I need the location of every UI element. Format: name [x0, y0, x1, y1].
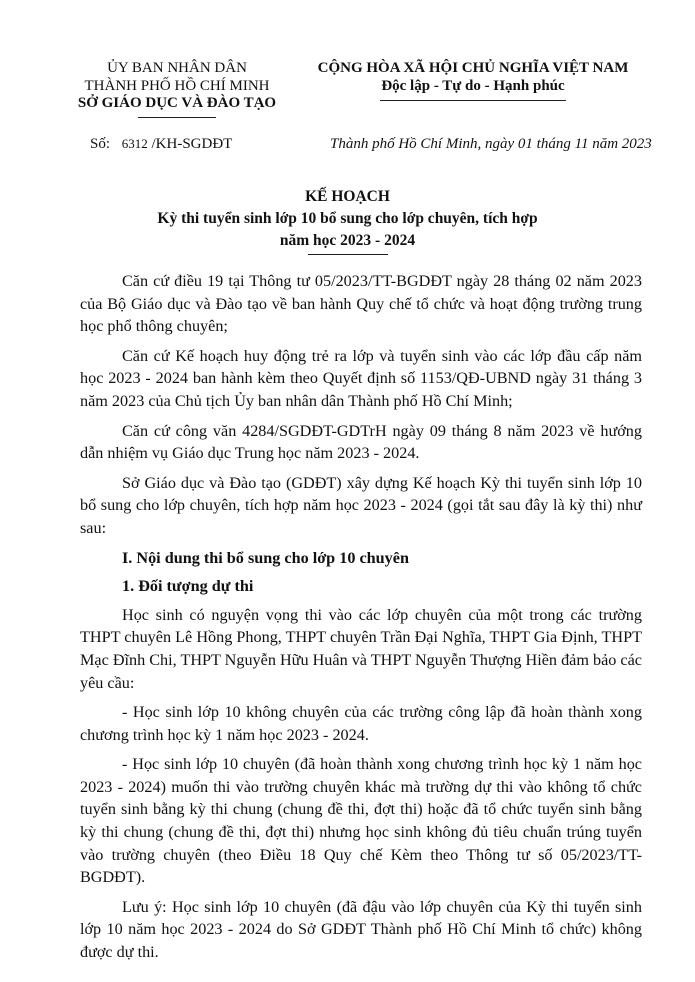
authority-line-2: THÀNH PHỐ HỒ CHÍ MINH [84, 77, 270, 94]
note-paragraph: Lưu ý: Học sinh lớp 10 chuyên (đã đậu vào lớp chuyên của Kỳ thi tuyển sinh lớp 10 năm học 2023 - 2024 do Sở GDĐT Thành phố Hồ Chí Minh tổ chức) không được dự thi. [80, 897, 642, 962]
doc-number-suffix: /KH-SGDĐT [151, 136, 233, 152]
intro-paragraph: Sở Giáo dục và Đào tạo (GDĐT) xây dựng Kế hoạch Kỳ thi tuyển sinh lớp 10 bổ sung cho lớp chuyên, tích hợp năm học 2023 - 2024 (gọi tắt sau đây là kỳ thi) như sau: [80, 473, 642, 537]
document-number [90, 136, 232, 153]
subsection-heading: 1. Đối tượng dự thi [122, 577, 254, 596]
document-body [80, 270, 642, 971]
date-line: Thành phố Hồ Chí Minh, ngày 01 tháng 11 năm 2023 [330, 136, 652, 152]
basis-paragraph-1: Căn cứ điều 19 tại Thông tư 05/2023/TT-BGDĐT ngày 28 tháng 02 năm 2023 của Bộ Giáo dục và Đào tạo về ban hành Quy chế tổ chức và hoạt động trường trung học phổ thông chuyên; [80, 272, 642, 336]
basis-paragraph-3: Căn cứ công văn 4284/SGDĐT-GDTrH ngày 09 tháng 8 năm 2023 về hướng dẫn nhiệm vụ Giáo dục Trung học năm 2023 - 2024. [80, 421, 642, 463]
doc-number-value: 6312 [121, 136, 148, 151]
motto-line-1: CỘNG HÒA XÃ HỘI CHỦ NGHĨA VIỆT NAM [317, 60, 629, 76]
authority-underline [138, 117, 216, 118]
authority-line-1: ỦY BAN NHÂN DÂN [107, 60, 247, 76]
eligibility-item-2: - Học sinh lớp 10 chuyên (đã hoàn thành xong chương trình học kỳ 1 năm học 2023 - 2024) muốn thi vào trường chuyên khác mà trường dự thi vào không tổ chức tuyển sinh bằng kỳ thi chung (chung đề thi, đợt thi) hoặc đã tổ chức tuyển sinh bằng kỳ thi chung (chung đề thi, đợt thi) nhưng học sinh không đủ tiêu chuẩn trúng tuyển vào trường chuyên (theo Điều 18 Quy chế Kèm theo Thông tư số 05/2023/TT-BGDĐT). [80, 755, 642, 887]
doc-number-prefix: Số: [90, 136, 111, 152]
issuing-authority [72, 60, 282, 113]
authority-line-3: SỞ GIÁO DỤC VÀ ĐÀO TẠO [77, 95, 277, 111]
motto-line-2: Độc lập - Tự do - Hạnh phúc [381, 77, 565, 94]
document-subject-line-2: năm học 2023 - 2024 [279, 232, 416, 249]
eligibility-paragraph: Học sinh có nguyện vọng thi vào các lớp chuyên của một trong các trường THPT chuyên Lê Hồng Phong, THPT chuyên Trần Đại Nghĩa, THPT Gia Định, THPT Mạc Đĩnh Chi, THPT Nguyễn Hữu Huân và THPT Nguyễn Thượng Hiền đảm bảo các yêu cầu: [80, 605, 642, 692]
title-underline [308, 254, 388, 255]
eligibility-item-1: - Học sinh lớp 10 không chuyên của các trường công lập đã hoàn thành xong chương trình học kỳ 1 năm học 2023 - 2024. [80, 703, 642, 744]
national-motto [283, 60, 663, 95]
motto-underline [380, 100, 566, 101]
basis-paragraph-2: Căn cứ Kế hoạch huy động trẻ ra lớp và tuyển sinh vào các lớp đầu cấp năm học 2023 - 2024 ban hành kèm theo Quyết định số 1153/QĐ-UBND ngày 31 tháng 3 năm 2023 của Chủ tịch Ủy ban nhân dân Thành phố Hồ Chí Minh; [80, 346, 642, 410]
document-type-title: KẾ HOẠCH [305, 188, 390, 205]
section-heading: I. Nội dung thi bổ sung cho lớp 10 chuyên [122, 548, 409, 567]
document-subject-line-1: Kỳ thi tuyển sinh lớp 10 bổ sung cho lớp chuyên, tích hợp [157, 210, 538, 227]
